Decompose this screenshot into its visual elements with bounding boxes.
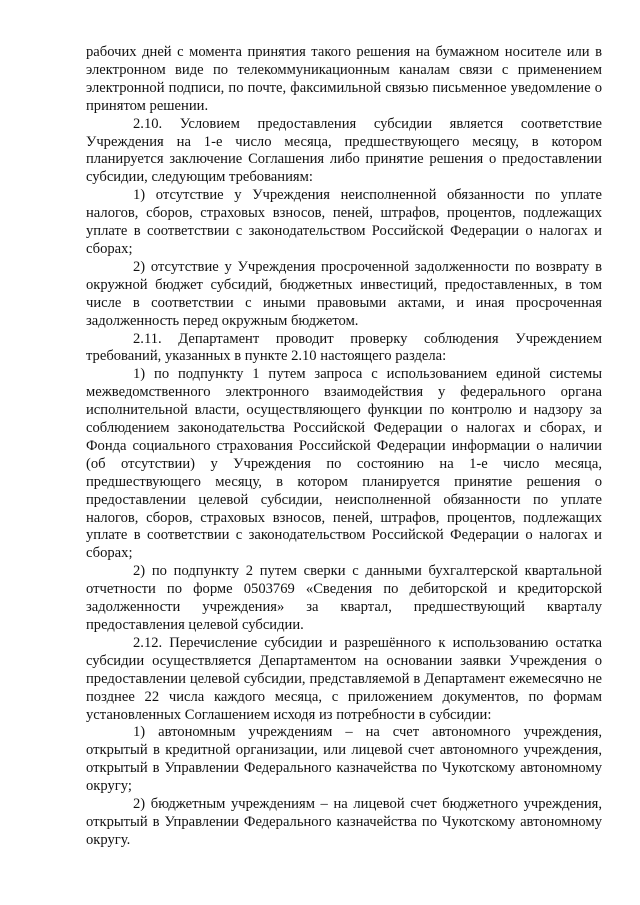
paragraph-continuation: рабочих дней с момента принятия такого решения на бумажном носителе или в электронном виде по телекоммуникационным каналам связи с применением электронной подписи, по почте, факсимильной связью письменное уведомление о принятом решении. <box>86 44 602 114</box>
paragraph-2-11-item-1: 1) по подпункту 1 путем запроса с использованием единой системы межведомственного электронного взаимодействия у федерального органа исполнительной власти, осуществляющего функции по контролю и надзору за соблюдением законодательства Российской Федерации о налогах и сборах, и Фонда социального страхования Российской Федерации информации о наличии (об отсутствии) у Учреждения по состоянию на 1-е число месяца, предшествующего месяцу, в котором планируется принятие решения о предоставлении целевой субсидии, неисполненной обязанности по уплате налогов, сборов, страховых взносов, пеней, штрафов, процентов, подлежащих уплате в соответствии с законодательством Российской Федерации о налогах и сборах; <box>86 366 602 562</box>
document-page <box>86 44 602 850</box>
paragraph-2-10-item-2: 2) отсутствие у Учреждения просроченной задолженности по возврату в окружной бюджет субсидий, бюджетных инвестиций, предоставленных, в том числе в соответствии с иными правовыми актами, и иная просроченная задолженность перед окружным бюджетом. <box>86 258 602 329</box>
paragraph-2-12-item-2: 2) бюджетным учреждениям – на лицевой счет бюджетного учреждения, открытый в Управлении Федерального казначейства по Чукотскому автономному округу. <box>86 796 602 848</box>
paragraph-2-10: 2.10. Условием предоставления субсидии является соответствие Учреждения на 1-е число месяца, предшествующего месяцу, в котором планируется заключение Соглашения либо принятие решения о предоставлении субсидии, следующим требованиям: <box>86 115 602 186</box>
paragraph-2-10-item-1: 1) отсутствие у Учреждения неисполненной обязанности по уплате налогов, сборов, страховых взносов, пеней, штрафов, процентов, подлежащих уплате в соответствии с законодательством Российской Федерации о налогах и сборах; <box>86 187 602 257</box>
paragraph-2-11: 2.11. Департамент проводит проверку соблюдения Учреждением требований, указанных в пункте 2.10 настоящего раздела: <box>86 330 602 365</box>
paragraph-2-12: 2.12. Перечисление субсидии и разрешённого к использованию остатка субсидии осуществляется Департаментом на основании заявки Учреждения о предоставлении целевой субсидии, представляемой в Департамент ежемесячно не позднее 22 числа каждого месяца, с приложением документов, по формам установленных Соглашением исходя из потребности в субсидии: <box>86 634 602 723</box>
paragraph-2-12-item-1: 1) автономным учреждениям – на счет автономного учреждения, открытый в кредитной организации, или лицевой счет автономного учреждения, открытый в Управлении Федерального казначейства по Чукотскому автономному округу; <box>86 724 602 795</box>
paragraph-2-11-item-2: 2) по подпункту 2 путем сверки с данными бухгалтерской квартальной отчетности по форме 0503769 «Сведения по дебиторской и кредиторской задолженности учреждения» за квартал, предшествующий кварталу предоставления целевой субсидии. <box>86 563 602 633</box>
